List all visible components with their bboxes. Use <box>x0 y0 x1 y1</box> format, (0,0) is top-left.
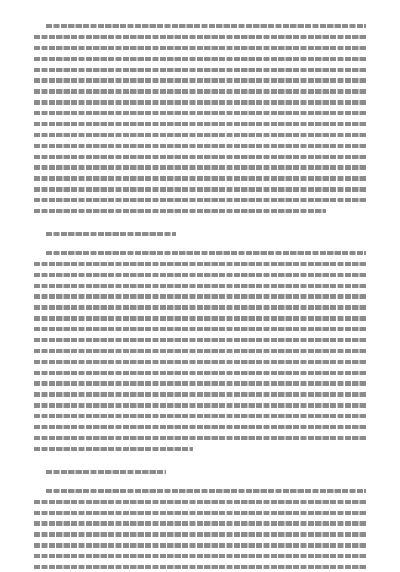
text-line <box>34 33 366 42</box>
text-line <box>34 509 366 518</box>
text-line <box>34 530 366 539</box>
text-line <box>34 174 366 183</box>
text-line <box>34 563 366 572</box>
text-line <box>34 98 366 107</box>
text-line <box>34 109 366 118</box>
text-line <box>34 390 366 399</box>
text-line <box>34 185 366 194</box>
text-line <box>34 131 366 140</box>
text-line <box>34 120 366 129</box>
text-line <box>34 358 366 367</box>
text-line <box>34 303 366 312</box>
text-line <box>34 282 366 291</box>
text-line <box>34 66 366 75</box>
text-line <box>34 347 366 356</box>
text-line <box>34 487 366 496</box>
text-line <box>34 196 366 205</box>
text-line <box>34 292 366 301</box>
text-line <box>34 22 366 31</box>
text-line <box>34 519 366 528</box>
text-line <box>34 552 366 561</box>
text-line <box>34 249 366 258</box>
text-line <box>34 379 366 388</box>
text-line <box>34 76 366 85</box>
text-line <box>34 498 366 507</box>
text-line <box>34 163 366 172</box>
text-line <box>34 207 366 216</box>
text-line <box>34 260 366 269</box>
section-heading-1 <box>34 230 366 239</box>
text-line <box>34 369 366 378</box>
text-line <box>34 314 366 323</box>
section-heading-2 <box>34 468 366 477</box>
text-line <box>34 336 366 345</box>
paragraph-2 <box>34 249 366 454</box>
text-line <box>34 325 366 334</box>
paragraph-3 <box>34 487 366 572</box>
text-line <box>34 55 366 64</box>
text-line <box>34 412 366 421</box>
text-line <box>34 44 366 53</box>
text-line <box>34 423 366 432</box>
text-line <box>34 87 366 96</box>
text-line <box>34 142 366 151</box>
text-line <box>34 445 366 454</box>
paragraph-1 <box>34 22 366 216</box>
text-line <box>34 401 366 410</box>
text-line <box>34 271 366 280</box>
text-line <box>34 434 366 443</box>
text-line <box>34 541 366 550</box>
text-line <box>34 153 366 162</box>
